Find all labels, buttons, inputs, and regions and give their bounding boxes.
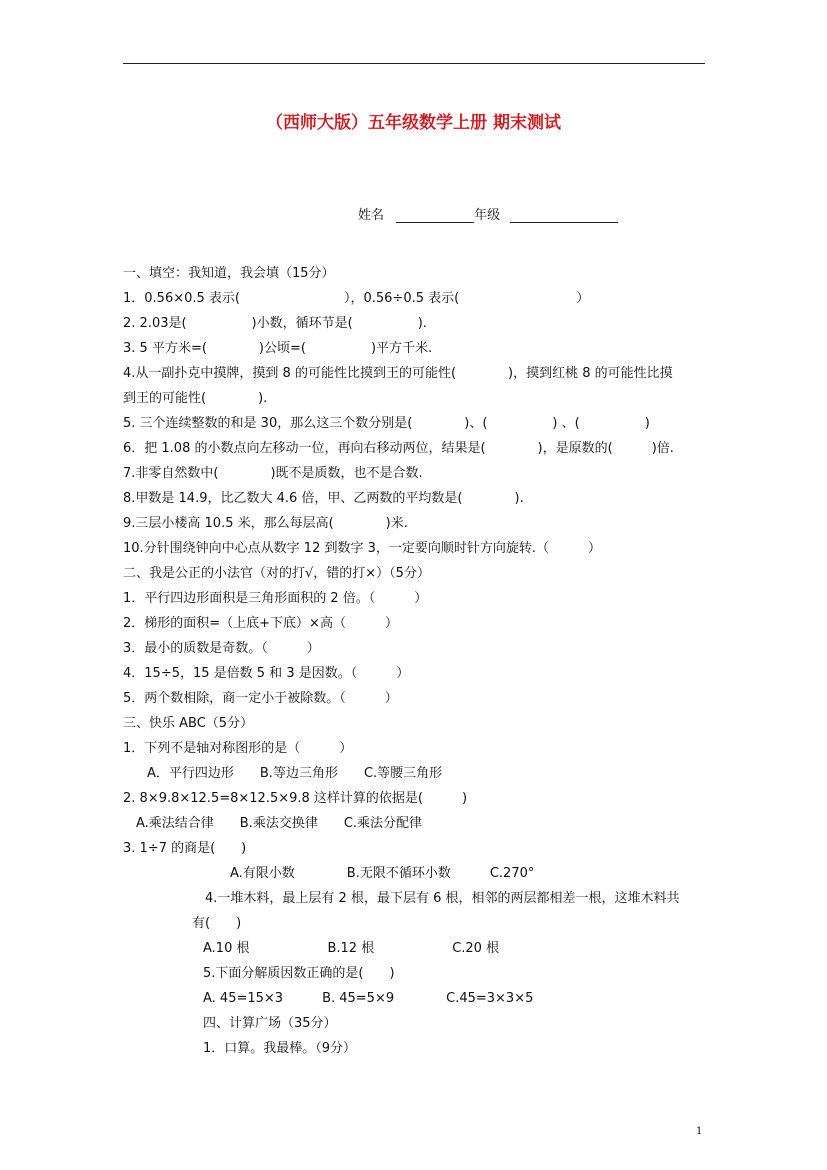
question-line: 3．最小的质数是奇数。（ ）	[123, 641, 320, 656]
section-4-heading: 四、计算广场（35分）	[203, 1016, 337, 1031]
question-line: 2．梯形的面积=（上底+下底）×高（ ）	[123, 616, 398, 631]
question-line: 1．下列不是轴对称图形的是（ ）	[123, 741, 353, 756]
option-line: A.有限小数 B.无限不循环小数 C.270°	[230, 866, 535, 881]
header-rule	[123, 63, 705, 64]
question-line: 1．0.56×0.5 表示( ），0.56÷0.5 表示( ）	[123, 291, 590, 306]
name-blank[interactable]	[396, 210, 474, 223]
question-line: 8.甲数是 14.9，比乙数大 4.6 倍，甲、乙两数的平均数是( ).	[123, 491, 524, 506]
question-line: 3. 5 平方米=( )公顷=( )平方千米.	[123, 341, 433, 356]
question-line: 9.三层小楼高 10.5 米，那么每层高( )米.	[123, 516, 408, 531]
option-line: A. 45=15×3 B. 45=5×9 C.45=3×3×5	[203, 991, 534, 1006]
question-line: 6．把 1.08 的小数点向左移动一位，再向右移动两位，结果是( )，是原数的( )倍.	[123, 441, 674, 456]
section-1-heading: 一、填空：我知道，我会填（15分）	[123, 266, 335, 281]
question-line: 2. 2.03̇是( )小数，循环节是( ).	[123, 316, 427, 331]
option-line: A．平行四边形 B.等边三角形 C.等腰三角形	[147, 766, 443, 781]
question-line: 3. 1÷7 的商是( )	[123, 841, 247, 856]
question-line: 5.下面分解质因数正确的是( )	[203, 966, 395, 981]
question-line: 4．15÷5，15 是倍数 5 和 3 是因数。（ ）	[123, 666, 410, 681]
section-3-heading: 三、快乐 ABC（5分）	[123, 716, 254, 731]
name-label: 姓名	[358, 208, 385, 223]
document-title: （西师大版）五年级数学上册 期末测试	[266, 113, 561, 133]
question-line: 到王的可能性( ).	[123, 391, 268, 406]
question-line: 1．口算。我最棒。（9分）	[203, 1041, 357, 1056]
option-line: A.10 根 B.12 根 C.20 根	[203, 941, 500, 956]
page-number: 1	[696, 1126, 703, 1137]
question-line: 有( )	[192, 916, 242, 931]
question-line: 5. 三个连续整数的和是 30，那么这三个数分别是( )、( ) 、( )	[123, 416, 650, 431]
question-line: 5．两个数相除，商一定小于被除数。（ ）	[123, 691, 398, 706]
section-2-heading: 二、我是公正的小法官（对的打√，错的打×）（5分）	[123, 566, 430, 581]
question-line: 4.一堆木料，最上层有 2 根，最下层有 6 根，相邻的两层都相差一根，这堆木料共	[205, 891, 680, 906]
question-line: 4.从一副扑克中摸牌，摸到 8 的可能性比摸到王的可能性( )，摸到红桃 8 的可能性比摸	[123, 366, 673, 381]
question-line: 2. 8×9.8×12.5=8×12.5×9.8 这样计算的依据是( )	[123, 791, 468, 806]
option-line: A.乘法结合律 B.乘法交换律 C.乘法分配律	[136, 816, 423, 831]
question-line: 10.分针围绕钟向中心点从数字 12 到数字 3，一定要向顺时针方向旋转.（ ）	[123, 541, 602, 556]
student-info	[358, 204, 618, 223]
grade-label: 年级	[474, 208, 501, 223]
question-line: 1．平行四边形面积是三角形面积的 2 倍。（ ）	[123, 591, 428, 606]
grade-blank[interactable]	[510, 210, 618, 223]
question-line: 7.非零自然数中( )既不是质数，也不是合数.	[123, 466, 423, 481]
